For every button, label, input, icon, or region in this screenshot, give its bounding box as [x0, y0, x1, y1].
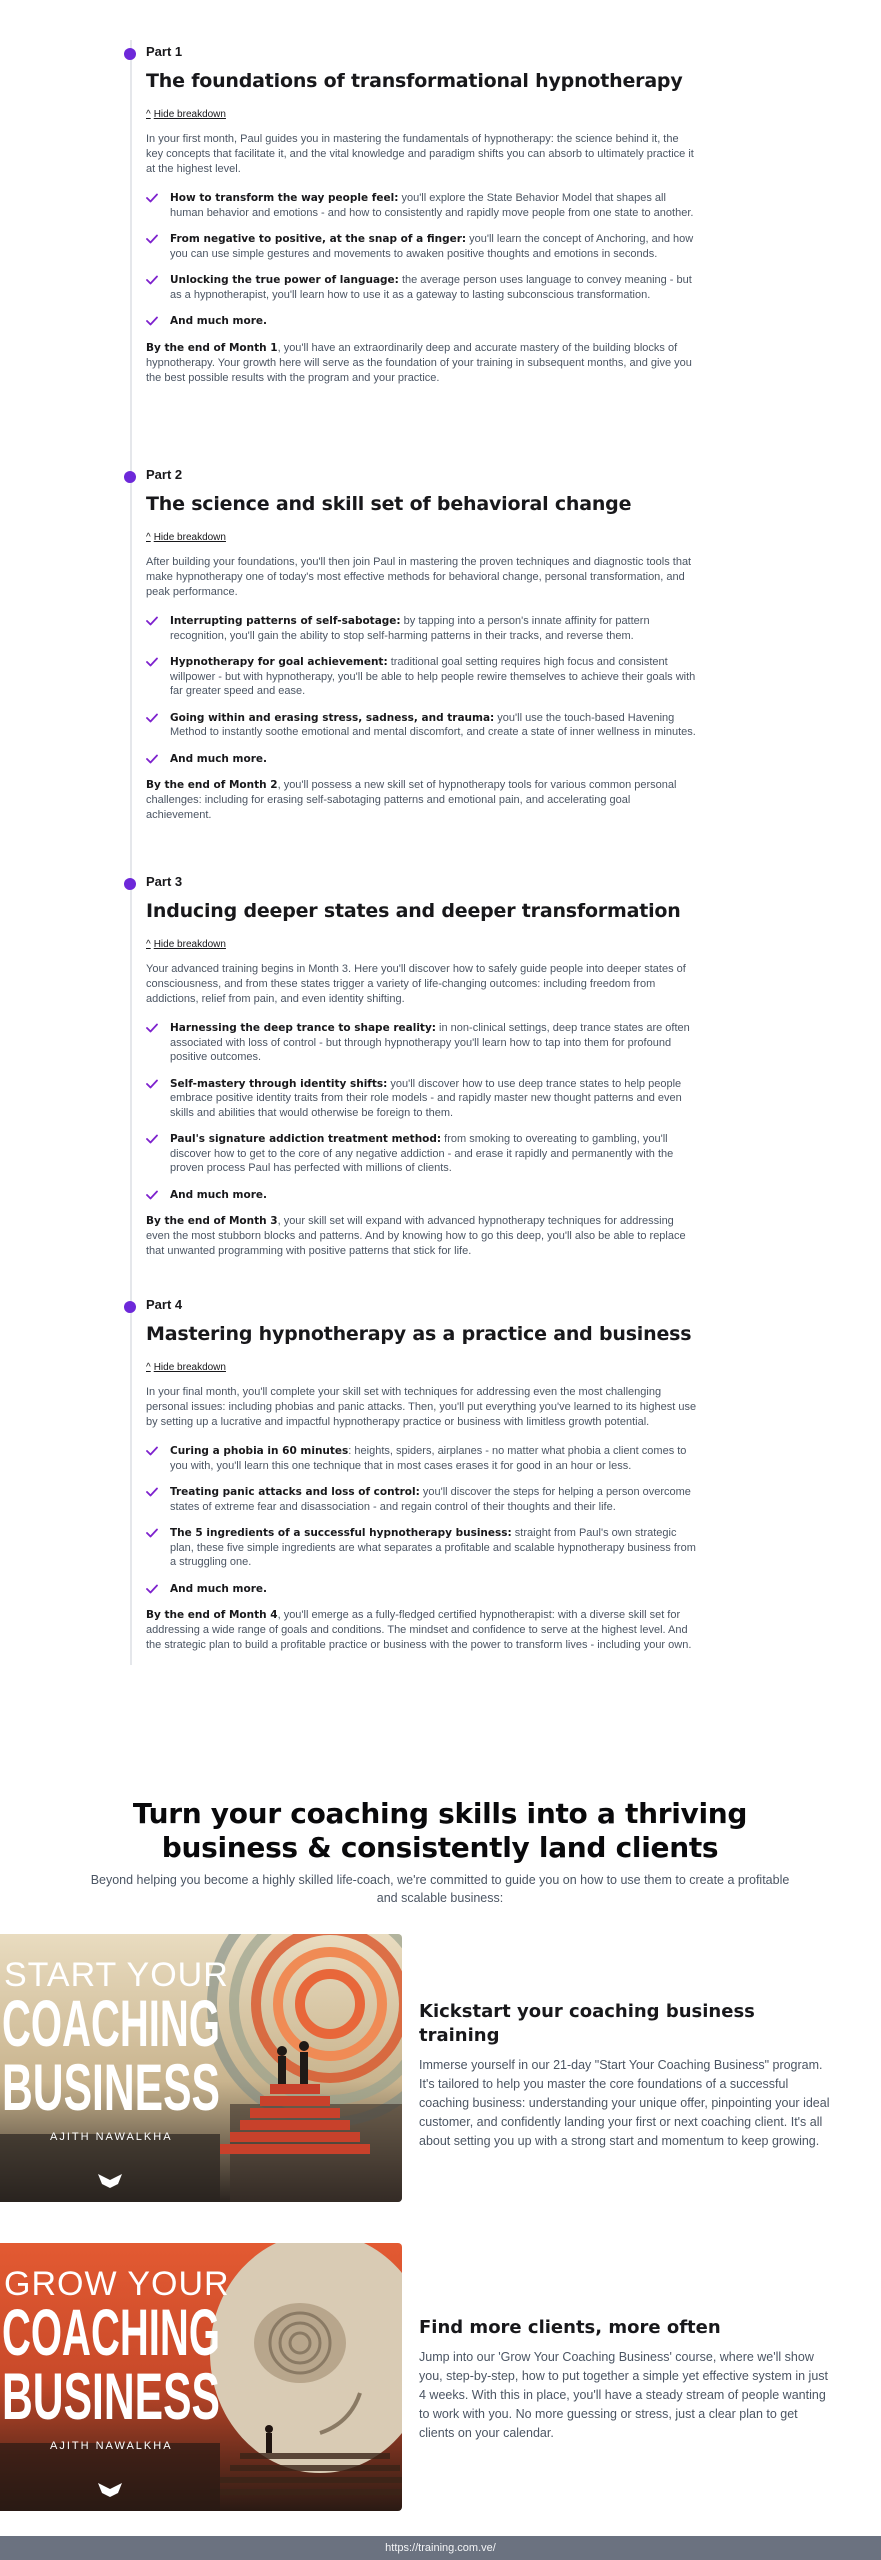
chevron-up-icon: ^: [146, 532, 151, 543]
list-item-bold: Unlocking the true power of language:: [170, 274, 399, 286]
part-title: The foundations of transformational hypnotherapy: [146, 70, 683, 92]
part-outro-bold: By the end of Month 1: [146, 341, 278, 354]
chevron-up-icon: ^: [146, 1362, 151, 1373]
list-item: [146, 711, 698, 740]
list-item-bold: And much more.: [170, 752, 267, 765]
list-item: [146, 273, 698, 302]
list-item-text: : heights, spiders, airplanes - no matter what phobia a client comes to you with, you'll learn this one technique that in most cases erases it for good in an hour or less.: [170, 1445, 687, 1472]
list-item: [146, 1188, 698, 1203]
list-item: [146, 655, 698, 699]
part-item-list: [146, 614, 698, 766]
list-item: [146, 1582, 698, 1597]
course-start-title: Kickstart your coaching business training: [419, 2001, 755, 2046]
check-icon: [146, 657, 158, 667]
hide-breakdown-label: Hide breakdown: [153, 532, 226, 543]
list-item-text: you'll explore the State Behavior Model that shapes all human behavior and emotions - and how to consistently and rapidly move people from one state to another.: [170, 192, 694, 219]
list-item-text: traditional goal setting requires high focus and consistent willpower - but with hypnotherapy, you'll be able to help people rewire themselves to achieve their goals with far greater speed and ease.: [170, 656, 696, 697]
grow-coaching-business-cover[interactable]: [0, 2243, 402, 2511]
list-item: [146, 1526, 698, 1570]
hide-breakdown-link[interactable]: [146, 938, 226, 952]
list-item-text: you'll learn the concept of Anchoring, and how you can use simple gestures and movements to awaken positive thoughts and emotions in seconds.: [170, 233, 694, 260]
list-item-bold: Harnessing the deep trance to shape reality:: [170, 1022, 436, 1034]
part-outro-text: , you'll have an extraordinarily deep and accurate mastery of the building blocks of hypnotherapy. Your growth here will serve as the foundation of your training in subsequent months, and give you the best possible results with the program and your practice.: [146, 341, 692, 384]
hide-breakdown-link[interactable]: [146, 108, 226, 122]
part-item-list: [146, 1021, 698, 1202]
part-intro: After building your foundations, you'll then join Paul in mastering the proven techniques and diagnostic tools that make hypnotherapy one of today's most effective methods for behavioral change, personal transformation, and peak performance.: [146, 556, 692, 598]
check-icon: [146, 1528, 158, 1538]
list-item: [146, 1132, 698, 1176]
cta-heading: [80, 1797, 800, 1865]
part-3: [146, 872, 698, 1259]
list-item: [146, 1485, 698, 1514]
status-bar-url: https://training.com.ve/: [0, 2536, 881, 2560]
list-item-bold: The 5 ingredients of a successful hypnotherapy business:: [170, 1527, 512, 1539]
chevron-up-icon: ^: [146, 939, 151, 950]
part-outro-text: , you'll possess a new skill set of hypnotherapy tools for various common personal challenges: including for erasing self-sabotaging patterns and emotional pain, and accelerating goal achievement.: [146, 779, 677, 821]
part-label: Part 4: [146, 1297, 183, 1312]
cover-start-author: AJITH NAWALKHA: [50, 2131, 173, 2143]
check-icon: [146, 1190, 158, 1200]
list-item-bold: Going within and erasing stress, sadness, and trauma:: [170, 711, 495, 724]
check-icon: [146, 713, 158, 723]
part-intro: In your first month, Paul guides you in mastering the fundamentals of hypnotherapy: the science behind it, the key concepts that facilitate it, and the vital knowledge and paradigm shifts you can absorb to ultimately practice it at the highest level.: [146, 133, 694, 175]
hide-breakdown-label: Hide breakdown: [153, 109, 226, 120]
timeline-dot: [124, 1301, 136, 1313]
list-item-text: straight from Paul's own strategic plan, these five simple ingredients are what separates a profitable and scalable hypnotherapy business from a struggling one.: [170, 1527, 696, 1568]
list-item-bold: And much more.: [170, 1582, 267, 1595]
check-icon: [146, 275, 158, 285]
chevron-up-icon: ^: [146, 109, 151, 120]
hide-breakdown-link[interactable]: [146, 531, 226, 545]
list-item-bold: And much more.: [170, 315, 267, 327]
list-item-text: from smoking to overeating to gambling, you'll discover how to get to the core of any negative addiction - and erase it rapidly and permanently with the proven process Paul has perfected with millions of clients.: [170, 1133, 674, 1174]
part-title: The science and skill set of behavioral change: [146, 493, 632, 515]
list-item-text: the average person uses language to convey meaning - but as a hypnotherapist, you'll learn how to use it as a gateway to lasting subconscious transformation.: [170, 274, 692, 301]
start-coaching-business-cover[interactable]: [0, 1934, 402, 2202]
cover-grow-line1: GROW YOUR: [4, 2265, 230, 2303]
check-icon: [146, 1134, 158, 1144]
list-item-bold: Curing a phobia in 60 minutes: [170, 1445, 349, 1457]
timeline-dot: [124, 471, 136, 483]
timeline-dot: [124, 878, 136, 890]
list-item-bold: How to transform the way people feel:: [170, 192, 399, 204]
list-item-bold: Paul's signature addiction treatment method:: [170, 1133, 442, 1145]
list-item-bold: From negative to positive, at the snap of a finger:: [170, 233, 467, 245]
list-item: [146, 614, 698, 643]
check-icon: [146, 1023, 158, 1033]
part-outro-bold: By the end of Month 3: [146, 1215, 278, 1227]
check-icon: [146, 316, 158, 326]
list-item: [146, 314, 698, 329]
cover-start-line2: COACHING: [2, 1986, 220, 2060]
part-label: Part 1: [146, 44, 183, 59]
list-item-bold: Interrupting patterns of self-sabotage:: [170, 615, 401, 627]
part-item-list: [146, 191, 698, 329]
check-icon: [146, 754, 158, 764]
check-icon: [146, 193, 158, 203]
check-icon: [146, 1487, 158, 1497]
cover-grow-line3: BUSINESS: [2, 2359, 220, 2433]
cover-art-start: [0, 1934, 402, 2202]
part-outro: [146, 1608, 698, 1653]
course-grow-description: Jump into our 'Grow Your Coaching Business' course, where we'll show you, step-by-step, how to put together a simple yet effective system in just 4 weeks. With this in place, you'll have a steady stream of people wanting to work with you. No more guessing or stress, just a clear plan to get clients on your calendar.: [419, 2350, 828, 2440]
list-item-bold: Self-mastery through identity shifts:: [170, 1077, 388, 1090]
part-4: [146, 1295, 698, 1653]
list-item: [146, 752, 698, 767]
part-2: [146, 465, 698, 823]
cover-art-grow: [0, 2243, 402, 2511]
part-title: Mastering hypnotherapy as a practice and business: [146, 1323, 692, 1345]
part-intro: In your final month, you'll complete your skill set with techniques for addressing even the most challenging personal issues: including phobias and panic attacks. Then, you'll put everything you've learned to its highest use by setting up a lucrative and impactful hypnotherapy practice or business with limitless growth potential.: [146, 1386, 697, 1428]
part-outro-bold: By the end of Month 4: [146, 1609, 278, 1621]
list-item: [146, 1077, 698, 1121]
cover-grow-line2: COACHING: [2, 2295, 220, 2369]
cta-heading-line1: Turn your coaching skills into a thriving: [132, 1797, 748, 1830]
course-start-description: Immerse yourself in our 21-day "Start Your Coaching Business" program. It's tailored to help you master the core foundations of a successful coaching business: understanding your unique offer, pinpointing your ideal customer, and confidently landing your first or next coaching client. It's all about setting you up with a strong start and momentum to keep growing.: [419, 2058, 830, 2148]
check-icon: [146, 234, 158, 244]
list-item-text: you'll discover the steps for helping a person overcome states of extreme fear and disassociation - and regain control of their thoughts and their life.: [170, 1486, 691, 1513]
list-item-bold: Treating panic attacks and loss of control:: [170, 1486, 420, 1498]
part-1: [146, 42, 698, 386]
part-outro: [146, 778, 698, 823]
list-item: [146, 191, 698, 220]
list-item-text: by tapping into a person's innate affinity for pattern recognition, you'll gain the ability to stop self-harming patterns in their tracks, and reverse them.: [170, 615, 650, 642]
part-outro: [146, 1214, 698, 1259]
check-icon: [146, 1079, 158, 1089]
check-icon: [146, 1446, 158, 1456]
list-item-bold: Hypnotherapy for goal achievement:: [170, 656, 388, 668]
list-item-bold: And much more.: [170, 1188, 267, 1201]
part-outro: [146, 341, 698, 386]
list-item: [146, 232, 698, 261]
cta-subtitle: Beyond helping you become a highly skilled life-coach, we're committed to guide you on how to use them to create a profitable and scalable business:: [90, 1873, 790, 1905]
part-outro-text: , you'll emerge as a fully-fledged certified hypnotherapist: with a diverse skill set for addressing a wide range of goals and conditions. The mindset and confidence to serve at the highest level. And the strategic plan to build a profitable practice or business with the power to transform lives - including your own.: [146, 1609, 692, 1651]
timeline-dot: [124, 48, 136, 60]
course-grow-title: Find more clients, more often: [419, 2317, 721, 2338]
part-outro-bold: By the end of Month 2: [146, 779, 278, 791]
course-grow-info: [419, 2316, 833, 2443]
cover-grow-author: AJITH NAWALKHA: [50, 2440, 173, 2452]
list-item-text: in non-clinical settings, deep trance states are often associated with loss of control - but through hypnotherapy you'll learn how to tap into them for profound positive outcomes.: [170, 1022, 690, 1063]
list-item-text: you'll use the touch-based Havening Method to instantly soothe emotional and mental discomfort, and create a state of inner wellness in minutes.: [170, 711, 696, 738]
check-icon: [146, 1584, 158, 1594]
course-start-info: [419, 2000, 833, 2151]
hide-breakdown-label: Hide breakdown: [153, 939, 226, 950]
part-label: Part 2: [146, 467, 183, 482]
list-item: [146, 1021, 698, 1065]
hide-breakdown-label: Hide breakdown: [153, 1362, 226, 1373]
part-intro: Your advanced training begins in Month 3. Here you'll discover how to safely guide people into deeper states of consciousness, and from these states trigger a variety of life-changing outcomes: including freedom from addictions, relief from pain, and even identity shifting.: [146, 963, 686, 1005]
check-icon: [146, 616, 158, 626]
cta-heading-line2: business & consistently land clients: [161, 1831, 719, 1864]
timeline-line: [130, 40, 132, 1665]
part-outro-text: , your skill set will expand with advanced hypnotherapy techniques for addressing even the most stubborn blocks and patterns. And by knowing how to go this deep, you'll also be able to replace that unwanted programming with positive patterns that stick for life.: [146, 1215, 686, 1257]
list-item: [146, 1444, 698, 1473]
list-item-text: you'll discover how to use deep trance states to help people embrace positive identity traits from their role models - and rapidly master new thought patterns and even skills and abilities that would otherwise be foreign to them.: [170, 1077, 682, 1119]
cover-start-line1: START YOUR: [4, 1956, 229, 1994]
part-title: Inducing deeper states and deeper transformation: [146, 900, 681, 922]
cover-start-line3: BUSINESS: [2, 2050, 220, 2124]
part-item-list: [146, 1444, 698, 1596]
hide-breakdown-link[interactable]: [146, 1361, 226, 1375]
part-label: Part 3: [146, 874, 183, 889]
